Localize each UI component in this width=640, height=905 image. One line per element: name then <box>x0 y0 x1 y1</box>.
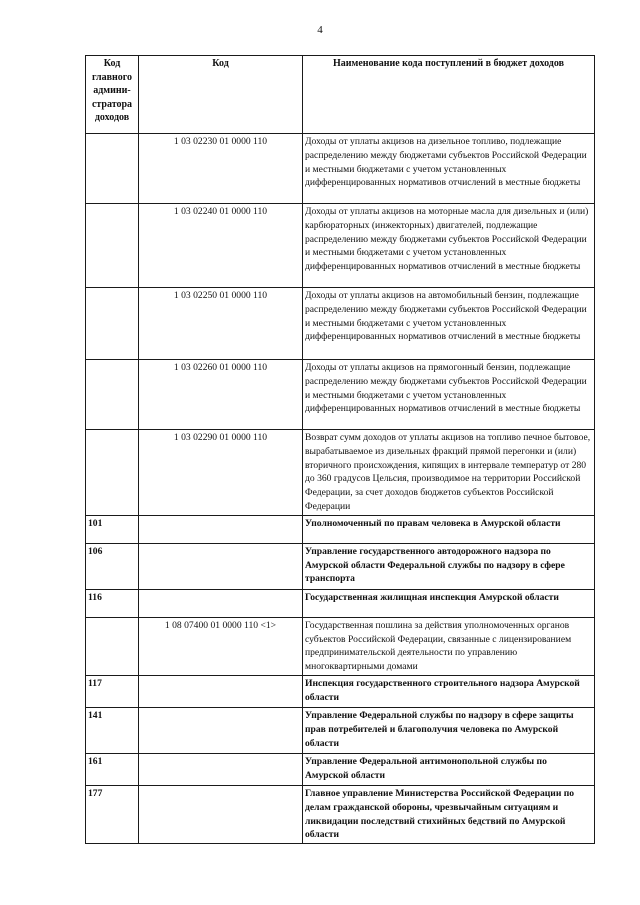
code-cell: 1 03 02230 01 0000 110 <box>139 134 303 204</box>
table-row <box>86 515 595 543</box>
name-cell: Возврат сумм доходов от уплаты акцизов на топливо печное бытовое, вырабатываемое из дизельных фракций прямой перегонки и (или) вторичного происхождения, кипящих в интервале температур от 280 до 360 градусов Цельсия, производимое на территории Российской Федерации, за счет доходов бюджетов субъектов Российской Федерации <box>303 430 595 516</box>
admin-code-cell: 177 <box>86 785 139 843</box>
admin-code-cell: 117 <box>86 675 139 707</box>
code-cell: 1 08 07400 01 0000 110 <1> <box>139 617 303 675</box>
name-cell: Доходы от уплаты акцизов на прямогонный бензин, подлежащие распределению между бюджетами субъектов Российской Федерации и местными бюджетами с учетом установленных дифференцированных нормативов отчислений в местные бюджеты <box>303 360 595 430</box>
admin-code-cell <box>86 617 139 675</box>
revenue-codes-table <box>85 55 595 844</box>
code-cell: 1 03 02240 01 0000 110 <box>139 204 303 288</box>
code-cell: 1 03 02250 01 0000 110 <box>139 288 303 360</box>
table-row <box>86 785 595 843</box>
table-header-row <box>86 56 595 134</box>
table-row <box>86 617 595 675</box>
table-row <box>86 288 595 360</box>
admin-code-cell <box>86 430 139 516</box>
name-cell: Управление Федеральной службы по надзору в сфере защиты прав потребителей и благополучия человека по Амурской области <box>303 707 595 753</box>
name-cell: Доходы от уплаты акцизов на моторные масла для дизельных и (или) карбюраторных (инжекторных) двигателей, подлежащие распределению между бюджетами субъектов Российской Федерации и местными бюджетами с учетом установленных дифференцированных нормативов отчислений в местные бюджеты <box>303 204 595 288</box>
scan-artifact <box>6 860 30 900</box>
admin-code-cell: 106 <box>86 543 139 589</box>
admin-code-cell: 161 <box>86 753 139 785</box>
admin-code-cell: 101 <box>86 515 139 543</box>
name-cell: Управление государственного автодорожного надзора по Амурской области Федеральной службы по надзору в сфере транспорта <box>303 543 595 589</box>
admin-code-cell <box>86 204 139 288</box>
header-admin-code: Код главного админи-стратора доходов <box>86 56 139 134</box>
header-code: Код <box>139 56 303 134</box>
admin-code-cell <box>86 360 139 430</box>
table-row <box>86 589 595 617</box>
table-row <box>86 675 595 707</box>
code-cell <box>139 753 303 785</box>
page-number: 4 <box>317 24 323 36</box>
table-row <box>86 134 595 204</box>
name-cell: Уполномоченный по правам человека в Амурской области <box>303 515 595 543</box>
code-cell <box>139 785 303 843</box>
table-row <box>86 430 595 516</box>
name-cell: Доходы от уплаты акцизов на дизельное топливо, подлежащие распределению между бюджетами субъектов Российской Федерации и местными бюджетами с учетом установленных дифференцированных нормативов отчислений в местные бюджеты <box>303 134 595 204</box>
name-cell: Главное управление Министерства Российской Федерации по делам гражданской обороны, чрезвычайным ситуациям и ликвидации последствий стихийных бедствий по Амурской области <box>303 785 595 843</box>
admin-code-cell: 116 <box>86 589 139 617</box>
table-row <box>86 543 595 589</box>
admin-code-cell: 141 <box>86 707 139 753</box>
code-cell <box>139 515 303 543</box>
admin-code-cell <box>86 288 139 360</box>
code-cell: 1 03 02260 01 0000 110 <box>139 360 303 430</box>
name-cell: Управление Федеральной антимонопольной службы по Амурской области <box>303 753 595 785</box>
name-cell: Государственная жилищная инспекция Амурской области <box>303 589 595 617</box>
code-cell <box>139 675 303 707</box>
code-cell <box>139 589 303 617</box>
code-cell <box>139 707 303 753</box>
name-cell: Инспекция государственного строительного надзора Амурской области <box>303 675 595 707</box>
name-cell: Государственная пошлина за действия уполномоченных органов субъектов Российской Федерации, связанные с лицензированием предпринимательской деятельности по управлению многоквартирными домами <box>303 617 595 675</box>
header-name: Наименование кода поступлений в бюджет доходов <box>303 56 595 134</box>
table-row <box>86 204 595 288</box>
table-row <box>86 753 595 785</box>
name-cell: Доходы от уплаты акцизов на автомобильный бензин, подлежащие распределению между бюджетами субъектов Российской Федерации и местными бюджетами с учетом установленных дифференцированных нормативов отчислений в местные бюджеты <box>303 288 595 360</box>
table-row <box>86 707 595 753</box>
admin-code-cell <box>86 134 139 204</box>
table-row <box>86 360 595 430</box>
code-cell <box>139 543 303 589</box>
code-cell: 1 03 02290 01 0000 110 <box>139 430 303 516</box>
